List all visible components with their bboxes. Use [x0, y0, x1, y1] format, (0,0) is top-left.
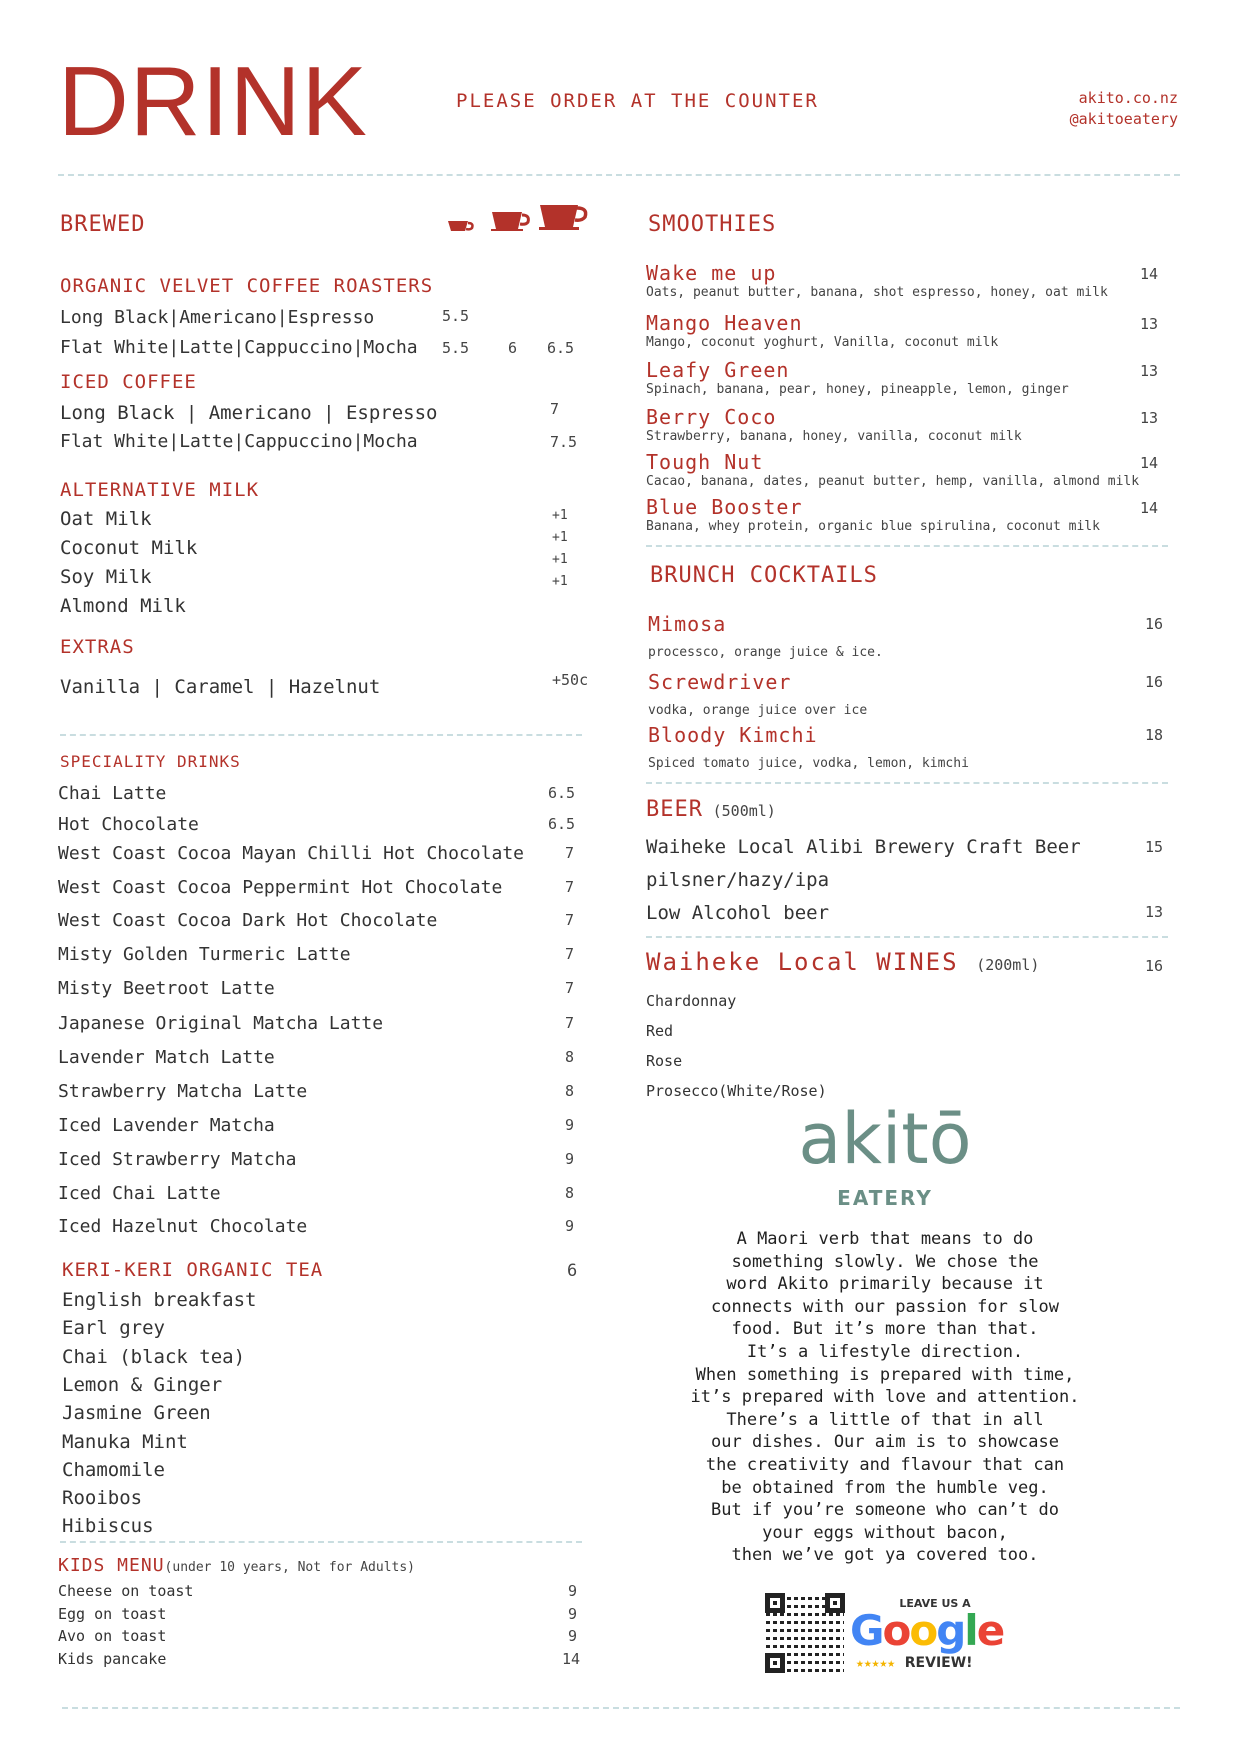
price: 6 — [508, 339, 518, 357]
social-handle[interactable]: @akitoeatery — [1069, 110, 1178, 128]
price: 8 — [565, 1184, 575, 1202]
price: +1 — [552, 530, 568, 545]
price: 5.5 — [442, 307, 470, 325]
qr-corner — [765, 1593, 785, 1613]
smoothie-description: Cacao, banana, dates, peanut butter, hemp, vanilla, almond milk — [646, 474, 1140, 489]
about-line: connects with our passion for slow — [711, 1296, 1059, 1317]
kids-note: (under 10 years, Not for Adults) — [164, 1560, 415, 1575]
price: 8 — [565, 1048, 575, 1066]
menu-item: Manuka Mint — [62, 1430, 188, 1453]
menu-item: Rose — [646, 1052, 683, 1070]
menu-item: Cheese on toast — [58, 1582, 194, 1600]
brewed-heading: BREWED — [60, 212, 146, 237]
price: 9 — [568, 1582, 578, 1600]
extras-heading: EXTRAS — [60, 636, 135, 658]
menu-item: Red — [646, 1022, 674, 1040]
page-title: DRINK — [58, 46, 368, 156]
price: 5.5 — [442, 339, 470, 357]
smoothie-description: Oats, peanut butter, banana, shot espresso, honey, oat milk — [646, 285, 1108, 300]
beer-size: (500ml) — [712, 802, 776, 820]
cocktail-description: vodka, orange juice over ice — [648, 703, 868, 718]
wines-heading — [646, 948, 1039, 976]
smoothie-description: Spinach, banana, pear, honey, pineapple, lemon, ginger — [646, 382, 1069, 397]
price: 14 — [1140, 499, 1159, 517]
menu-item: Oat Milk — [60, 508, 152, 530]
alt-milk-heading: ALTERNATIVE MILK — [60, 479, 260, 501]
price: 7.5 — [550, 433, 578, 451]
menu-item: Soy Milk — [60, 566, 152, 588]
price: 6.5 — [548, 784, 576, 802]
price: +1 — [552, 508, 568, 523]
menu-item: Hibiscus — [62, 1515, 154, 1538]
review-bottom-text: REVIEW! — [904, 1655, 973, 1671]
about-text — [640, 1228, 1130, 1567]
menu-item: Chardonnay — [646, 992, 737, 1010]
menu-item: West Coast Cocoa Mayan Chilli Hot Chocolate — [58, 843, 524, 864]
menu-item: Hot Chocolate — [58, 814, 199, 835]
cocktail-description: Spiced tomato juice, vodka, lemon, kimchi — [648, 756, 969, 771]
price: 9 — [565, 1217, 575, 1235]
about-line: your eggs without bacon, — [762, 1522, 1008, 1543]
price: +1 — [552, 552, 568, 567]
kids-title: KIDS MENU — [58, 1555, 165, 1576]
eatery-label: EATERY — [837, 1186, 933, 1210]
cocktail-description: processco, orange juice & ice. — [648, 645, 883, 660]
menu-item: Iced Strawberry Matcha — [58, 1149, 297, 1170]
price: 7 — [565, 844, 575, 862]
menu-item: Waiheke Local Alibi Brewery Craft Beer — [646, 836, 1081, 858]
price: 14 — [562, 1649, 581, 1668]
qr-corner — [825, 1593, 845, 1613]
menu-item: West Coast Cocoa Peppermint Hot Chocolate — [58, 877, 503, 898]
menu-item: Kids pancake — [58, 1649, 167, 1668]
kids-heading — [58, 1555, 415, 1576]
smoothie-name: Tough Nut — [646, 450, 764, 474]
coffee-cups — [442, 200, 592, 250]
price: 9 — [568, 1627, 578, 1645]
price: 16 — [1145, 615, 1164, 633]
qr-corner — [765, 1653, 785, 1673]
smoothie-name: Wake me up — [646, 261, 777, 285]
menu-item: Iced Hazelnut Chocolate — [58, 1216, 308, 1237]
price: 9 — [565, 1150, 575, 1168]
price: 9 — [565, 1116, 575, 1134]
about-line: When something is prepared with time, — [695, 1364, 1075, 1385]
menu-item: Prosecco(White/Rose) — [646, 1082, 827, 1100]
medium-cup-icon — [491, 212, 528, 231]
google-review-badge[interactable] — [850, 1597, 1004, 1671]
price: 18 — [1145, 726, 1164, 744]
menu-item: Earl grey — [62, 1317, 165, 1340]
order-instruction: PLEASE ORDER AT THE COUNTER — [456, 90, 819, 112]
about-line: our dishes. Our aim is to showcase — [711, 1432, 1059, 1453]
price: +1 — [552, 574, 568, 589]
menu-item: Chai (black tea) — [62, 1345, 246, 1368]
menu-item: Jasmine Green — [62, 1402, 211, 1425]
smoothie-name: Leafy Green — [646, 358, 790, 382]
price: 13 — [1145, 903, 1164, 921]
price: 15 — [1145, 838, 1164, 856]
price: 14 — [1140, 265, 1159, 283]
large-cup-icon — [539, 205, 586, 230]
menu-item: Strawberry Matcha Latte — [58, 1081, 308, 1102]
price: 7 — [565, 911, 575, 929]
smoothie-description: Strawberry, banana, honey, vanilla, coconut milk — [646, 429, 1022, 444]
about-line: then we’ve got ya covered too. — [731, 1545, 1039, 1566]
smoothie-description: Mango, coconut yoghurt, Vanilla, coconut milk — [646, 335, 999, 350]
beer-heading — [646, 797, 776, 822]
menu-item: Egg on toast — [58, 1604, 167, 1623]
menu-item: Avo on toast — [58, 1627, 167, 1645]
menu-item: Iced Chai Latte — [58, 1183, 221, 1204]
menu-item: Lemon & Ginger — [62, 1373, 223, 1396]
menu-item: West Coast Cocoa Dark Hot Chocolate — [58, 910, 438, 931]
website-link[interactable]: akito.co.nz — [1078, 89, 1178, 107]
price: 16 — [1145, 673, 1164, 691]
divider — [60, 1541, 582, 1543]
menu-item: Almond Milk — [60, 595, 186, 617]
menu-item: Misty Beetroot Latte — [58, 978, 275, 999]
smoothie-name: Berry Coco — [646, 405, 777, 429]
menu-item: Rooibos — [62, 1487, 143, 1510]
price: 7 — [565, 1014, 575, 1032]
price: 13 — [1140, 362, 1159, 380]
review-top-text: LEAVE US A — [899, 1597, 971, 1610]
price: 7 — [565, 878, 575, 896]
divider — [646, 936, 1168, 938]
about-line: A Maori verb that means to do — [736, 1229, 1034, 1249]
google-wordmark: Google — [850, 1606, 1004, 1655]
divider — [62, 1707, 1180, 1709]
price: 7 — [550, 400, 560, 418]
price: 14 — [1140, 454, 1159, 472]
divider — [646, 545, 1168, 547]
price: 7 — [565, 979, 575, 997]
menu-item: Long Black|Americano|Espresso — [60, 307, 375, 328]
menu-item: pilsner/hazy/ipa — [646, 869, 830, 891]
about-line: It’s a lifestyle direction. — [746, 1341, 1024, 1362]
cocktail-name: Bloody Kimchi — [648, 723, 818, 747]
wines-size: (200ml) — [976, 956, 1040, 974]
menu-item: Low Alcohol beer — [646, 902, 830, 924]
beer-title: BEER — [646, 797, 703, 822]
price: 13 — [1140, 315, 1159, 333]
about-line: the creativity and flavour that can — [705, 1454, 1065, 1475]
cocktails-heading: BRUNCH COCKTAILS — [650, 563, 878, 588]
divider — [60, 734, 582, 736]
price: 6 — [567, 1261, 578, 1281]
menu-item: English breakfast — [62, 1289, 257, 1311]
menu-item: Lavender Match Latte — [58, 1047, 275, 1068]
price: 8 — [565, 1082, 575, 1100]
menu-item: Flat White|Latte|Cappuccino|Mocha — [60, 431, 418, 452]
menu-item: Flat White|Latte|Cappuccino|Mocha — [60, 337, 418, 358]
smoothie-description: Banana, whey protein, organic blue spirulina, coconut milk — [646, 519, 1100, 534]
divider — [58, 174, 1180, 176]
about-line: something slowly. We chose the — [731, 1251, 1039, 1272]
price: 6.5 — [547, 339, 575, 357]
wines-title: Waiheke Local WINES — [646, 948, 959, 976]
menu-item: Vanilla | Caramel | Hazelnut — [60, 676, 381, 698]
smoothies-heading: SMOOTHIES — [648, 212, 777, 237]
about-line: be obtained from the humble veg. — [721, 1477, 1049, 1498]
speciality-heading: SPECIALITY DRINKS — [60, 752, 241, 771]
price: 16 — [1145, 957, 1164, 975]
organic-heading: ORGANIC VELVET COFFEE ROASTERS — [60, 275, 434, 297]
tea-heading: KERI-KERI ORGANIC TEA — [62, 1259, 324, 1281]
smoothie-name: Mango Heaven — [646, 311, 803, 335]
small-cup-icon — [448, 221, 473, 231]
price: 9 — [568, 1604, 578, 1623]
about-line: food. But it’s more than that. — [731, 1319, 1039, 1340]
price: 7 — [565, 945, 575, 963]
cocktail-name: Mimosa — [648, 612, 727, 636]
price: +50c — [552, 671, 589, 689]
menu-item: Chai Latte — [58, 783, 167, 804]
menu-item: Chamomile — [62, 1458, 165, 1481]
price: 6.5 — [548, 815, 576, 833]
menu-item: Misty Golden Turmeric Latte — [58, 944, 351, 965]
divider — [646, 782, 1168, 784]
star-rating-icon: ★★★★★ — [856, 1656, 896, 1671]
menu-item: Japanese Original Matcha Latte — [58, 1013, 384, 1034]
price: 13 — [1140, 409, 1159, 427]
about-line: There’s a little of that in all — [726, 1409, 1044, 1430]
cocktail-name: Screwdriver — [648, 670, 792, 694]
iced-coffee-heading: ICED COFFEE — [60, 371, 197, 393]
about-line: it’s prepared with love and attention. — [690, 1387, 1080, 1408]
akito-logo: akitō — [798, 1098, 972, 1180]
menu-item: Long Black | Americano | Espresso — [60, 402, 438, 424]
about-line: But if you’re someone who can’t do — [711, 1500, 1059, 1521]
qr-code[interactable] — [765, 1593, 845, 1673]
smoothie-name: Blue Booster — [646, 495, 803, 519]
menu-item: Coconut Milk — [60, 537, 198, 559]
menu-item: Iced Lavender Matcha — [58, 1115, 275, 1136]
about-line: word Akito primarily because it — [726, 1274, 1044, 1295]
